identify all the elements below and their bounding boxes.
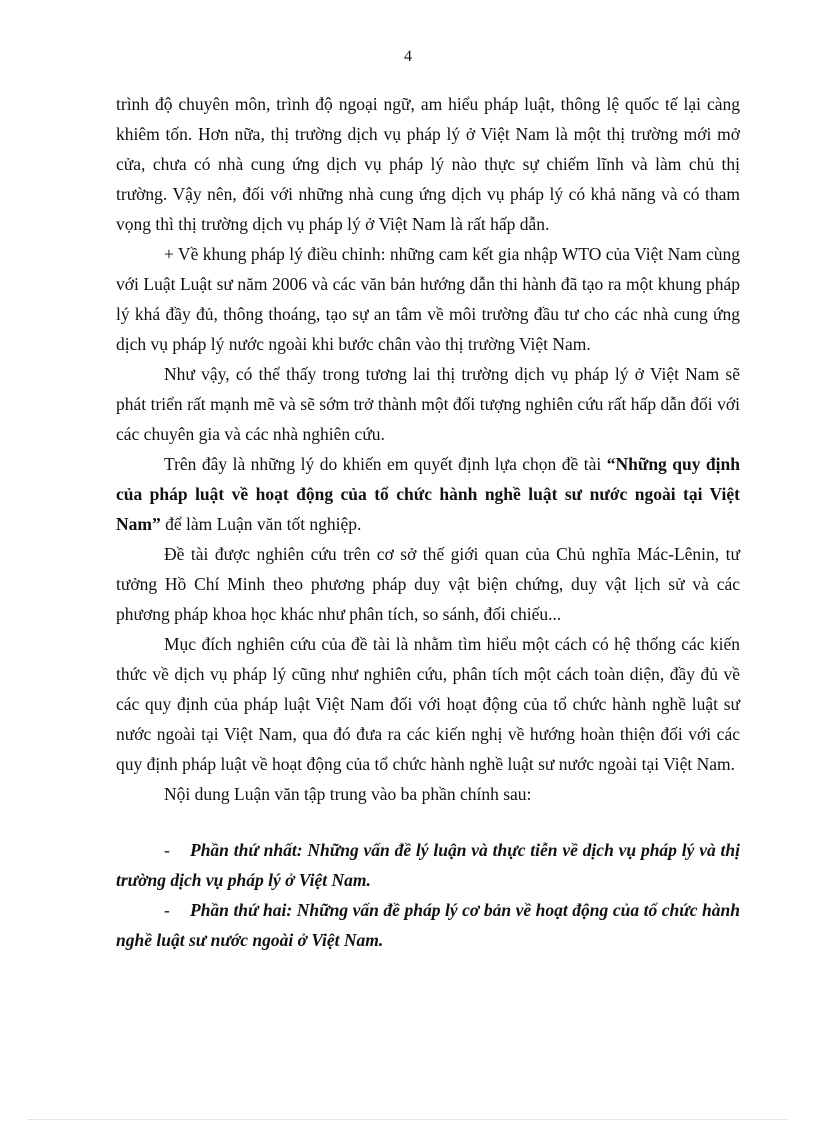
part-text: Phần thứ hai: Những vấn đề pháp lý cơ bản về hoạt động của tổ chức hành nghề luật sư nước ngoài ở Việt Nam. [116, 900, 740, 950]
topic-paragraph [116, 449, 740, 539]
spacer [116, 809, 740, 835]
paragraph: Nội dung Luận văn tập trung vào ba phần chính sau: [164, 784, 532, 804]
paragraph: Đề tài được nghiên cứu trên cơ sở thế giới quan của Chủ nghĩa Mác-Lênin, tư tưởng Hồ Chí Minh theo phương pháp duy vật biện chứng, duy vật lịch sử và các phương pháp khoa học khác như phân tích, so sánh, đối chiếu... [116, 544, 740, 624]
paragraph: trình độ chuyên môn, trình độ ngoại ngữ, am hiểu pháp luật, thông lệ quốc tế lại càng khiêm tốn. Hơn nữa, thị trường dịch vụ pháp lý ở Việt Nam là một thị trường mới mở cửa, chưa có nhà cung ứng dịch vụ pháp lý nào thực sự chiếm lĩnh và làm chủ thị trường. Vậy nên, đối với những nhà cung ứng dịch vụ pháp lý có khả năng và có tham vọng thì thị trường dịch vụ pháp lý ở Việt Nam là rất hấp dẫn. [116, 94, 740, 234]
paragraph: Như vậy, có thể thấy trong tương lai thị trường dịch vụ pháp lý ở Việt Nam sẽ phát triển rất mạnh mẽ và sẽ sớm trở thành một đối tượng nghiên cứu rất hấp dẫn đối với các chuyên gia và các nhà nghiên cứu. [116, 364, 740, 444]
topic-suffix: để làm Luận văn tốt nghiệp. [160, 514, 362, 534]
list-bullet: - [164, 900, 170, 920]
page-bottom-rule [28, 1119, 788, 1120]
paragraph: + Về khung pháp lý điều chỉnh: những cam kết gia nhập WTO của Việt Nam cùng với Luật Luật sư năm 2006 và các văn bản hướng dẫn thi hành đã tạo ra một khung pháp lý khá đầy đủ, thông thoáng, tạo sự an tâm về môi trường đầu tư cho các nhà cung ứng dịch vụ pháp lý nước ngoài khi bước chân vào thị trường Việt Nam. [116, 244, 740, 354]
part-item [116, 895, 740, 955]
topic-prefix: Trên đây là những lý do khiến em quyết định lựa chọn đề tài [164, 454, 607, 474]
part-item [116, 835, 740, 895]
page-number: 4 [404, 48, 412, 65]
document-body [116, 89, 740, 955]
thesis-title: “Những quy định của pháp luật về hoạt động của tổ chức hành nghề luật sư nước ngoài tại Việt Nam” [116, 454, 740, 534]
part-text: Phần thứ nhất: Những vấn đề lý luận và thực tiễn về dịch vụ pháp lý và thị trường dịch vụ pháp lý ở Việt Nam. [116, 840, 740, 890]
paragraph: Mục đích nghiên cứu của đề tài là nhằm tìm hiểu một cách có hệ thống các kiến thức về dịch vụ pháp lý cũng như nghiên cứu, phân tích một cách toàn diện, đầy đủ về các quy định của pháp luật Việt Nam đối với hoạt động của tổ chức hành nghề luật sư nước ngoài tại Việt Nam, qua đó đưa ra các kiến nghị về hướng hoàn thiện đối với các quy định pháp luật về hoạt động của tổ chức hành nghề luật sư nước ngoài tại Việt Nam. [116, 634, 740, 774]
list-bullet: - [164, 840, 170, 860]
